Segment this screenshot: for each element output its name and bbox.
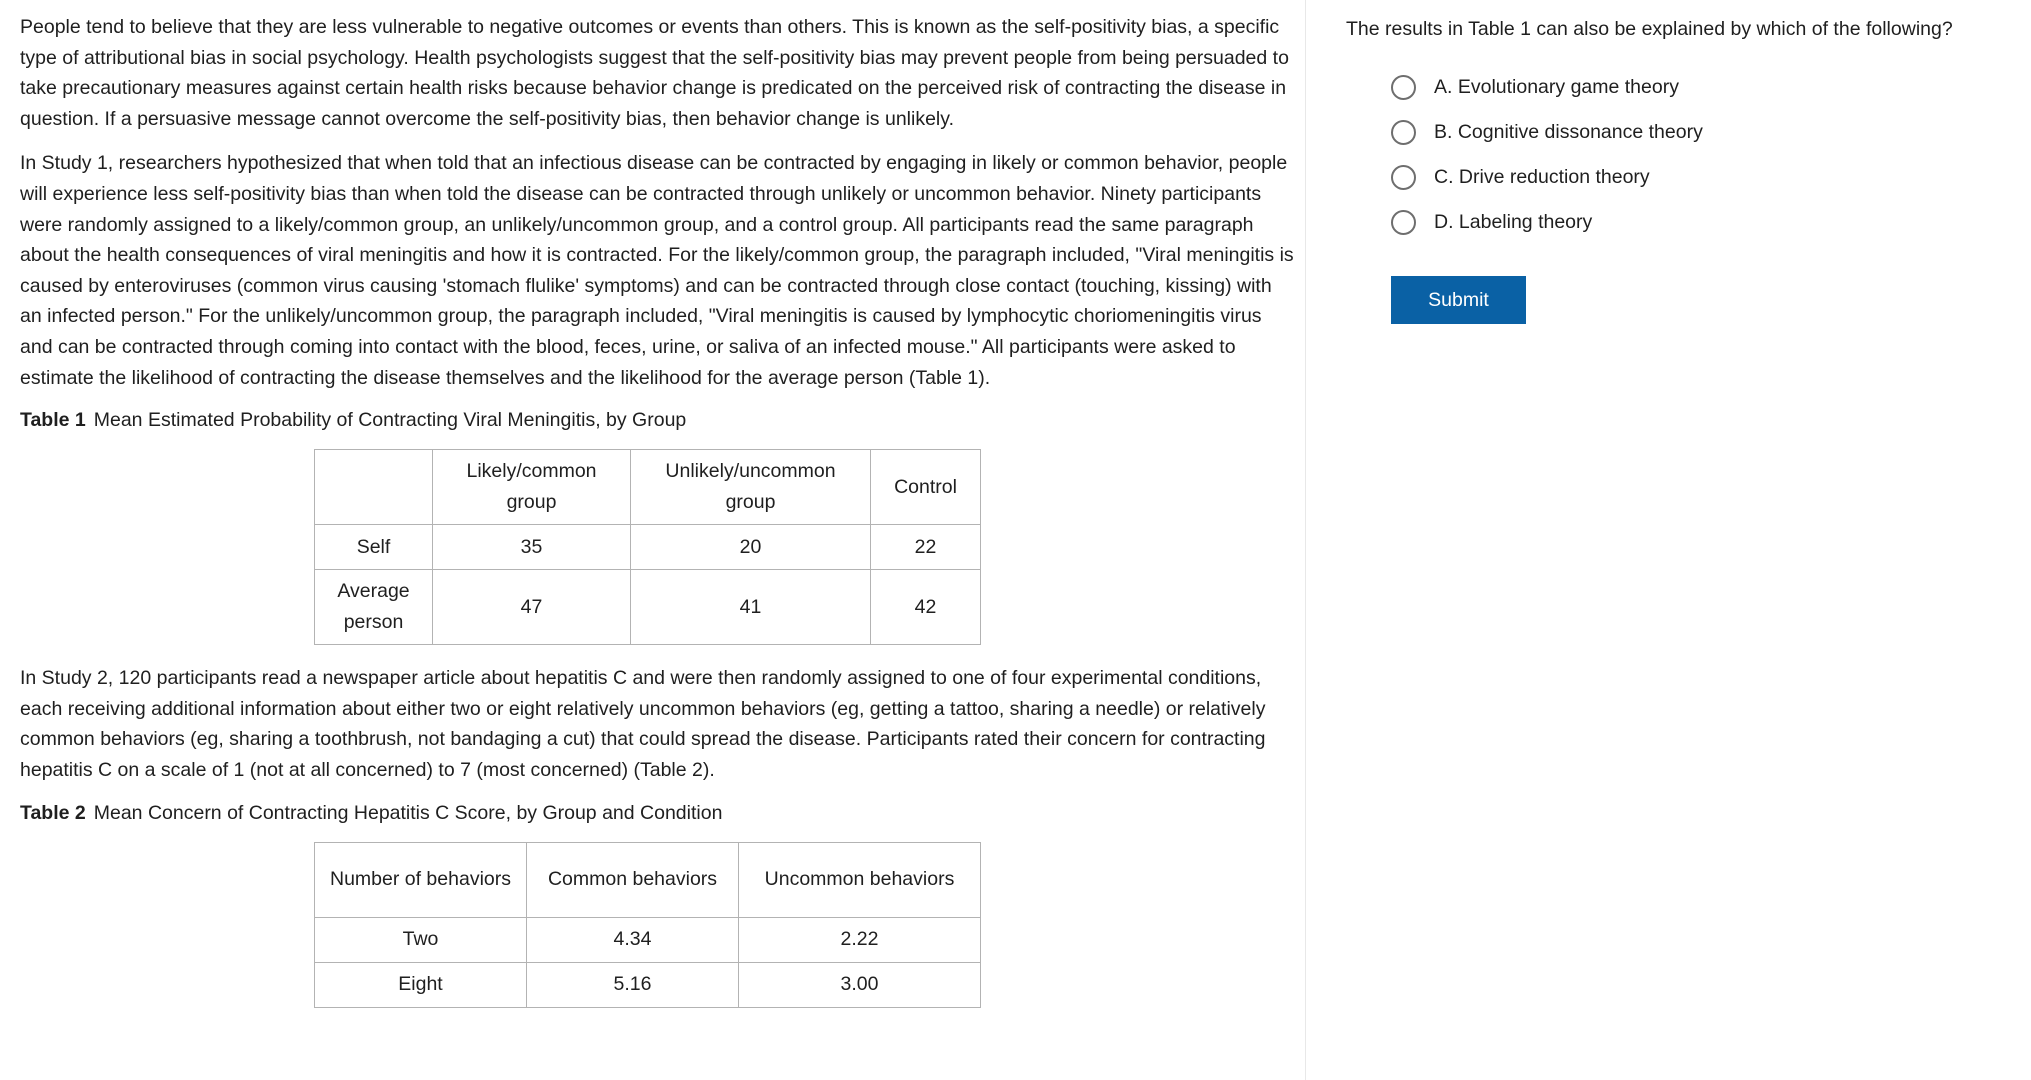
table-cell: Two [315,917,527,962]
table-row [315,525,981,570]
answer-options [1391,72,2031,237]
question-pane [1306,0,2031,1080]
table-header-cell [315,450,433,525]
answer-option-label: D. Labeling theory [1434,210,1593,233]
passage-paragraph-2: In Study 1, researchers hypothesized that when told that an infectious disease can be contracted by engaging in likely or common behavior, people will experience less self-positivity bias than when told the disease can be contracted through unlikely or uncommon behavior. Ninety participants were randomly assigned to a likely/common group, an unlikely/uncommon group, and a control group. All participants read the same paragraph about the health consequences of viral meningitis and how it is contracted. For the likely/common group, the paragraph included, "Viral meningitis is caused by enteroviruses (common virus causing 'stomach flulike' symptoms) and can be contracted through close contact (touching, kissing) with an infected person." For the unlikely/uncommon group, the paragraph included, "Viral meningitis is caused by lymphocytic choriomeningitis virus and can be contracted through coming into contact with the blood, feces, urine, or saliva of an infected mouse." All participants were asked to estimate the likelihood of contracting the disease themselves and the likelihood for the average person (Table 1). [20,152,1294,389]
passage-paragraph-1: People tend to believe that they are less vulnerable to negative outcomes or events than others. This is known as the self-positivity bias, a specific type of attributional bias in social psychology. Health psychologists suggest that the self-positivity bias may prevent people from being persuaded to take precautionary measures against certain health risks because behavior change is predicated on the perceived risk of contracting the disease in question. If a persuasive message cannot overcome the self-positivity bias, then behavior change is unlikely. [20,16,1289,130]
table-header-row [315,450,981,525]
table1-caption [20,407,1285,433]
table-cell: 4.34 [527,917,739,962]
table-cell: 42 [871,570,981,645]
table-header-row [315,842,981,917]
table-row [315,570,981,645]
radio-button-icon[interactable] [1391,210,1416,235]
table-header-cell: Number of behaviors [315,842,527,917]
table-cell: 3.00 [739,962,981,1007]
table-cell: 41 [631,570,871,645]
answer-option-c[interactable] [1391,162,2031,192]
table-cell: Self [315,525,433,570]
table-header-cell: Unlikely/uncommon group [631,450,871,525]
question-stem: The results in Table 1 can also be explained by which of the following? [1346,18,1953,40]
table-row [315,962,981,1007]
table-cell: 47 [433,570,631,645]
answer-option-label: B. Cognitive dissonance theory [1434,120,1703,143]
table-cell: 2.22 [739,917,981,962]
table2-caption [20,800,1285,826]
submit-button[interactable]: Submit [1391,276,1526,324]
answer-option-label: C. Drive reduction theory [1434,165,1650,188]
table-cell: 20 [631,525,871,570]
radio-button-icon[interactable] [1391,120,1416,145]
table-cell: Average person [315,570,433,645]
passage-paragraph-3: In Study 2, 120 participants read a newspaper article about hepatitis C and were then randomly assigned to one of four experimental conditions, each receiving additional information about either two or eight relatively uncommon behaviors (eg, getting a tattoo, sharing a needle) or relatively common behaviors (eg, sharing a toothbrush, not bandaging a cut) that could spread the disease. Participants rated their concern for contracting hepatitis C on a scale of 1 (not at all concerned) to 7 (most concerned) (Table 2). [20,667,1266,781]
answer-option-d[interactable] [1391,207,2031,237]
radio-button-icon[interactable] [1391,75,1416,100]
answer-option-a[interactable] [1391,72,2031,102]
table-header-cell: Likely/common group [433,450,631,525]
table-cell: Eight [315,962,527,1007]
table2-title: Mean Concern of Contracting Hepatitis C Score, by Group and Condition [93,801,723,824]
table1-title: Mean Estimated Probability of Contracting Viral Meningitis, by Group [93,409,687,432]
table1-label: Table 1 [20,409,86,432]
table2 [314,842,981,1008]
table1 [314,449,981,645]
table-header-cell: Uncommon behaviors [739,842,981,917]
table-cell: 5.16 [527,962,739,1007]
answer-option-label: A. Evolutionary game theory [1434,75,1679,98]
table-row [315,917,981,962]
table-cell: 22 [871,525,981,570]
radio-button-icon[interactable] [1391,165,1416,190]
table-header-cell: Control [871,450,981,525]
table-header-cell: Common behaviors [527,842,739,917]
table2-label: Table 2 [20,801,86,824]
answer-option-b[interactable] [1391,117,2031,147]
table-cell: 35 [433,525,631,570]
